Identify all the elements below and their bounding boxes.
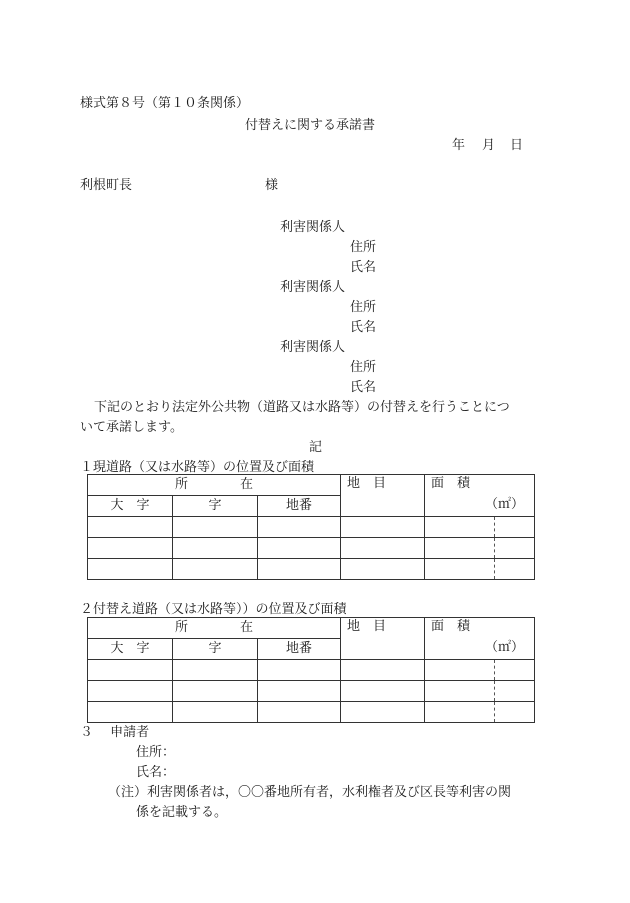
- table-cell[interactable]: [341, 517, 425, 538]
- section2-title: ２付替え道路（又は水路等））の位置及び面積: [80, 602, 347, 617]
- applicant-address-label: 住所：: [136, 745, 176, 760]
- oaza-header: 大 字: [88, 639, 173, 660]
- addressee-name: 利根町長: [80, 178, 133, 193]
- area-unit-label: （㎡）: [485, 640, 525, 655]
- party-label: 利害関係人: [280, 340, 346, 355]
- area-unit-label: （㎡）: [485, 497, 525, 512]
- table-cell[interactable]: [173, 559, 258, 580]
- section1-title: １現道路（又は水路等）の位置及び面積: [80, 460, 315, 475]
- area-header: [425, 475, 535, 517]
- area-header: [425, 618, 535, 660]
- ki-heading: 記: [309, 440, 323, 455]
- party-address-label: 住所: [350, 360, 377, 375]
- table-cell[interactable]: [173, 538, 258, 559]
- section2-table: [87, 617, 535, 723]
- body-text-line-2: いて承諾します。: [80, 420, 183, 435]
- area-cell[interactable]: [425, 681, 535, 702]
- table-cell[interactable]: [258, 702, 341, 723]
- table-cell[interactable]: [173, 702, 258, 723]
- table-cell[interactable]: [341, 681, 425, 702]
- area-cell[interactable]: [425, 660, 535, 681]
- party-address-label: 住所: [350, 300, 377, 315]
- table-cell[interactable]: [258, 681, 341, 702]
- chimoku-header: 地 目: [341, 475, 425, 517]
- form-number: 様式第８号（第１０条関係）: [80, 96, 250, 111]
- document-title: 付替えに関する承諾書: [245, 118, 376, 133]
- table-cell[interactable]: [258, 538, 341, 559]
- date-year-label: 年: [452, 138, 466, 153]
- table-cell[interactable]: [173, 681, 258, 702]
- table-row: [88, 559, 535, 580]
- table-cell[interactable]: [258, 559, 341, 580]
- table-row: [88, 702, 535, 723]
- area-cell[interactable]: [425, 702, 535, 723]
- area-header-label: 面 積: [431, 619, 471, 634]
- section1-table: [87, 474, 535, 580]
- table-cell[interactable]: [173, 517, 258, 538]
- chimoku-header: 地 目: [341, 618, 425, 660]
- table-cell[interactable]: [88, 681, 173, 702]
- location-header: 所 在: [88, 475, 341, 496]
- table-cell[interactable]: [173, 660, 258, 681]
- table-row: [88, 681, 535, 702]
- table-row: [88, 517, 535, 538]
- applicant-name-label: 氏名：: [136, 765, 176, 780]
- table-cell[interactable]: [341, 559, 425, 580]
- table-cell[interactable]: [88, 702, 173, 723]
- aza-header: 字: [173, 496, 258, 517]
- date-day-label: 日: [510, 138, 524, 153]
- party-name-label: 氏名: [350, 380, 377, 395]
- note-line-2: 係を記載する。: [136, 805, 228, 820]
- table-row: [88, 660, 535, 681]
- table-cell[interactable]: [88, 538, 173, 559]
- party-name-label: 氏名: [350, 320, 377, 335]
- table-cell[interactable]: [341, 702, 425, 723]
- area-cell[interactable]: [425, 517, 535, 538]
- aza-header: 字: [173, 639, 258, 660]
- area-cell[interactable]: [425, 559, 535, 580]
- table-cell[interactable]: [341, 660, 425, 681]
- table-cell[interactable]: [88, 660, 173, 681]
- area-cell[interactable]: [425, 538, 535, 559]
- party-label: 利害関係人: [280, 280, 346, 295]
- oaza-header: 大 字: [88, 496, 173, 517]
- table-row: [88, 538, 535, 559]
- note-line-1: （注）利害関係者は，〇〇番地所有者，水利権者及び区長等利害の関: [108, 785, 512, 800]
- table-cell[interactable]: [88, 517, 173, 538]
- chiban-header: 地番: [258, 639, 341, 660]
- table-cell[interactable]: [258, 517, 341, 538]
- party-name-label: 氏名: [350, 260, 377, 275]
- area-header-label: 面 積: [431, 476, 471, 491]
- date-month-label: 月: [482, 138, 496, 153]
- section3-title: ３ 申請者: [80, 725, 150, 740]
- table-cell[interactable]: [258, 660, 341, 681]
- table-cell[interactable]: [341, 538, 425, 559]
- table-cell[interactable]: [88, 559, 173, 580]
- location-header: 所 在: [88, 618, 341, 639]
- body-text-line-1: 下記のとおり法定外公共物（道路又は水路等）の付替えを行うことにつ: [94, 400, 510, 415]
- chiban-header: 地番: [258, 496, 341, 517]
- party-label: 利害関係人: [280, 220, 346, 235]
- addressee-honorific: 様: [265, 178, 279, 193]
- party-address-label: 住所: [350, 240, 377, 255]
